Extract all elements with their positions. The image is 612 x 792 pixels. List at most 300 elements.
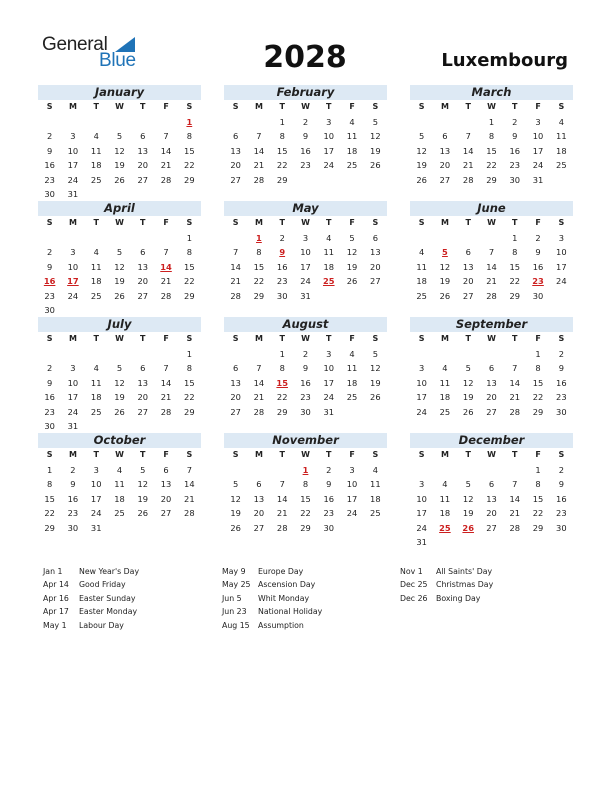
day-cell: 5 (116, 247, 123, 257)
day-cell: 11 (346, 363, 358, 373)
day-cell: 29 (509, 290, 521, 301)
empty-cell (364, 289, 387, 304)
day-cell: 17 (556, 261, 567, 272)
empty-cell (317, 289, 340, 304)
weekday-label: T (512, 102, 518, 111)
week-row (38, 231, 201, 246)
holiday-name: Ascension Day (258, 580, 316, 590)
month-title: November (224, 433, 387, 448)
week-row (38, 419, 201, 434)
day-cell: 20 (462, 276, 474, 286)
day-cell: 15 (253, 261, 265, 272)
holiday-date: Apr 16 (43, 593, 69, 603)
day-cell: 2 (47, 247, 53, 257)
day-cell: 16 (67, 493, 79, 504)
day-cell: 26 (416, 174, 427, 185)
empty-cell (410, 115, 433, 130)
day-cell: 23 (276, 276, 288, 286)
weekday-label: S (186, 218, 193, 227)
day-cell: 16 (44, 160, 55, 170)
day-cell: 6 (140, 363, 146, 373)
holiday-name: All Saints' Day (436, 567, 493, 576)
holiday-date: Nov 1 (400, 567, 423, 576)
month-title: October (38, 433, 201, 448)
empty-cell (503, 535, 526, 550)
empty-cell (317, 173, 340, 188)
day-cell: 18 (439, 508, 451, 518)
day-cell: 5 (349, 232, 355, 243)
empty-cell (433, 463, 456, 478)
weekday-label: M (68, 334, 77, 343)
empty-cell (457, 535, 480, 550)
holiday-day-cell: 26 (462, 522, 474, 533)
day-cell: 3 (349, 464, 355, 475)
empty-cell (503, 347, 526, 362)
day-cell: 24 (556, 276, 567, 286)
day-cell: 19 (230, 508, 241, 518)
week-row (38, 187, 201, 202)
weekday-label: T (93, 450, 99, 459)
day-cell: 10 (67, 377, 79, 388)
holiday-column (43, 565, 139, 632)
weekday-label: W (115, 334, 124, 343)
day-cell: 3 (326, 116, 332, 127)
week-row (38, 405, 201, 420)
month-november (224, 433, 387, 535)
week-row (224, 463, 387, 478)
holiday-date: May 1 (43, 620, 67, 630)
day-cell: 28 (486, 290, 497, 301)
weekday-label: T (279, 334, 285, 343)
week-row (224, 173, 387, 188)
day-cell: 30 (67, 522, 79, 533)
day-cell: 26 (114, 406, 125, 417)
day-cell: 28 (230, 290, 241, 301)
day-cell: 16 (556, 493, 567, 504)
day-cell: 22 (532, 392, 544, 402)
day-cell: 18 (90, 276, 102, 286)
weekday-label: S (46, 218, 53, 227)
empty-cell (294, 173, 317, 188)
day-cell: 18 (90, 160, 102, 170)
month-title: March (410, 85, 573, 100)
empty-cell (247, 115, 270, 130)
holiday-day-cell: 16 (43, 276, 56, 286)
empty-cell (178, 303, 201, 318)
week-row (410, 289, 573, 304)
holiday-entry (400, 592, 493, 605)
weekday-label: S (232, 334, 239, 343)
week-row (38, 260, 201, 275)
day-cell: 24 (416, 406, 427, 417)
day-cell: 4 (419, 247, 425, 257)
holiday-day-cell: 1 (302, 464, 309, 475)
week-row (38, 158, 201, 173)
weekday-label: F (535, 102, 541, 111)
day-cell: 4 (442, 363, 448, 373)
day-cell: 12 (462, 493, 474, 504)
day-cell: 12 (230, 493, 241, 504)
day-cell: 28 (253, 174, 265, 185)
holiday-entry (222, 565, 322, 578)
day-cell: 2 (47, 131, 53, 141)
day-cell: 30 (509, 174, 521, 185)
day-cell: 14 (184, 479, 195, 489)
day-cell: 10 (416, 493, 427, 504)
weekday-label: T (93, 218, 99, 227)
day-cell: 13 (253, 493, 265, 504)
weekday-label: W (301, 450, 310, 459)
holiday-entry (43, 605, 139, 618)
weekday-label: S (186, 102, 193, 111)
day-cell: 13 (486, 377, 497, 388)
empty-cell (457, 463, 480, 478)
empty-cell (550, 535, 573, 550)
day-cell: 10 (67, 261, 79, 272)
day-cell: 15 (184, 377, 195, 388)
weekday-label: S (418, 334, 425, 343)
empty-cell (480, 463, 503, 478)
holiday-name: Boxing Day (436, 593, 481, 603)
day-cell: 28 (160, 290, 172, 301)
empty-cell (61, 347, 84, 362)
day-cell: 23 (556, 508, 567, 518)
day-cell: 3 (70, 363, 76, 373)
day-cell: 5 (465, 363, 471, 373)
day-cell: 20 (160, 493, 172, 504)
empty-cell (154, 419, 177, 434)
empty-cell (550, 173, 573, 188)
day-cell: 29 (276, 174, 288, 185)
weekday-header-row (38, 448, 201, 463)
day-cell: 1 (186, 348, 192, 359)
weekday-header-row (38, 332, 201, 347)
day-cell: 20 (137, 160, 149, 170)
day-cell: 8 (256, 247, 262, 257)
day-cell: 19 (370, 145, 381, 156)
week-row (38, 245, 201, 260)
week-row (38, 173, 201, 188)
weekday-label: T (326, 218, 332, 227)
day-cell: 30 (323, 522, 335, 533)
week-row (410, 535, 573, 550)
day-cell: 21 (230, 276, 241, 286)
day-cell: 3 (535, 116, 541, 127)
empty-cell (85, 419, 108, 434)
week-row (224, 260, 387, 275)
week-row (224, 115, 387, 130)
empty-cell (433, 347, 456, 362)
day-cell: 19 (462, 508, 474, 518)
month-title: December (410, 433, 573, 448)
empty-cell (108, 521, 131, 536)
weekday-label: M (440, 334, 449, 343)
weekday-header-row (224, 448, 387, 463)
empty-cell (247, 347, 270, 362)
day-cell: 22 (300, 508, 311, 518)
day-cell: 29 (300, 522, 311, 533)
day-cell: 18 (346, 377, 358, 388)
day-cell: 11 (114, 479, 125, 489)
day-cell: 17 (346, 493, 358, 504)
empty-cell (433, 231, 456, 246)
day-cell: 30 (556, 522, 567, 533)
day-cell: 19 (370, 377, 381, 388)
day-cell: 2 (558, 464, 564, 475)
month-march (410, 85, 573, 187)
day-cell: 27 (160, 508, 172, 518)
day-cell: 4 (116, 464, 123, 475)
empty-cell (108, 419, 131, 434)
month-august (224, 317, 387, 419)
day-cell: 18 (114, 493, 125, 504)
holiday-column (400, 565, 493, 605)
weekday-header-row (224, 332, 387, 347)
day-cell: 8 (302, 479, 309, 489)
holiday-day-cell: 1 (186, 116, 193, 127)
day-cell: 23 (556, 392, 567, 402)
empty-cell (178, 187, 201, 202)
day-cell: 22 (509, 276, 521, 286)
day-cell: 9 (47, 261, 53, 272)
day-cell: 13 (230, 145, 241, 156)
week-row (38, 361, 201, 376)
week-row (410, 245, 573, 260)
empty-cell (131, 303, 154, 318)
empty-cell (340, 289, 363, 304)
week-row (38, 274, 201, 289)
day-cell: 4 (372, 464, 378, 475)
weekday-label: M (68, 102, 77, 111)
day-cell: 2 (302, 348, 309, 359)
week-row (38, 492, 201, 507)
weekday-label: F (535, 334, 541, 343)
day-cell: 22 (184, 160, 195, 170)
weekday-label: S (418, 218, 425, 227)
weekday-label: F (163, 218, 169, 227)
day-cell: 30 (44, 189, 55, 199)
empty-cell (433, 535, 456, 550)
weekday-label: S (232, 218, 239, 227)
day-cell: 18 (90, 392, 102, 402)
day-cell: 7 (512, 479, 518, 489)
day-cell: 21 (276, 508, 288, 518)
day-cell: 16 (300, 145, 311, 156)
weekday-label: W (301, 334, 310, 343)
weekday-label: M (68, 450, 77, 459)
day-cell: 26 (462, 406, 474, 417)
weekday-label: M (254, 334, 263, 343)
week-row (224, 477, 387, 492)
empty-cell (61, 303, 84, 318)
day-cell: 24 (323, 160, 335, 170)
empty-cell (85, 115, 108, 130)
weekday-label: S (46, 334, 53, 343)
week-row (224, 405, 387, 420)
week-row (38, 463, 201, 478)
empty-cell (154, 115, 177, 130)
day-cell: 15 (276, 145, 288, 156)
day-cell: 23 (44, 174, 55, 185)
weekday-label: T (326, 450, 332, 459)
day-cell: 9 (535, 247, 541, 257)
weekday-label: M (440, 218, 449, 227)
day-cell: 8 (186, 363, 192, 373)
month-title: June (410, 201, 573, 216)
brand-logo (42, 34, 142, 74)
day-cell: 31 (90, 522, 102, 533)
holiday-name: Whit Monday (258, 593, 310, 603)
week-row (224, 274, 387, 289)
week-row (224, 376, 387, 391)
week-row (410, 129, 573, 144)
holiday-day-cell: 23 (532, 276, 544, 286)
month-february (224, 85, 387, 187)
weekday-label: W (487, 334, 496, 343)
empty-cell (154, 187, 177, 202)
weekday-label: T (512, 334, 518, 343)
weekday-label: F (349, 334, 355, 343)
day-cell: 17 (416, 508, 427, 518)
week-row (410, 477, 573, 492)
empty-cell (224, 463, 247, 478)
day-cell: 9 (47, 145, 53, 156)
day-cell: 22 (44, 508, 55, 518)
holiday-day-cell: 25 (322, 276, 335, 286)
week-row (410, 492, 573, 507)
day-cell: 7 (163, 131, 169, 141)
day-cell: 24 (67, 174, 79, 185)
week-row (38, 477, 201, 492)
day-cell: 1 (186, 232, 192, 243)
day-cell: 23 (300, 392, 311, 402)
day-cell: 17 (532, 145, 544, 156)
day-cell: 17 (416, 392, 427, 402)
day-cell: 7 (465, 131, 471, 141)
week-row (224, 129, 387, 144)
weekday-label: M (440, 450, 449, 459)
country-name: Luxembourg (441, 50, 568, 71)
holiday-day-cell: 15 (276, 377, 288, 388)
day-cell: 11 (90, 145, 102, 156)
day-cell: 4 (93, 247, 99, 257)
day-cell: 3 (70, 247, 76, 257)
empty-cell (364, 405, 387, 420)
day-cell: 17 (300, 261, 311, 272)
day-cell: 16 (532, 261, 544, 272)
day-cell: 10 (323, 363, 335, 373)
week-row (224, 361, 387, 376)
weekday-label: W (301, 218, 310, 227)
month-title: April (38, 201, 201, 216)
day-cell: 30 (44, 305, 55, 315)
day-cell: 7 (186, 464, 192, 475)
day-cell: 12 (114, 145, 125, 156)
week-row (410, 158, 573, 173)
week-row (224, 521, 387, 536)
day-cell: 17 (323, 377, 335, 388)
day-cell: 28 (509, 406, 521, 417)
empty-cell (131, 419, 154, 434)
day-cell: 28 (160, 174, 172, 185)
day-cell: 25 (346, 392, 358, 402)
day-cell: 17 (323, 145, 335, 156)
empty-cell (61, 115, 84, 130)
day-cell: 11 (416, 261, 427, 272)
weekday-label: S (372, 450, 379, 459)
day-cell: 21 (462, 160, 474, 170)
day-cell: 25 (439, 406, 451, 417)
holiday-name: Good Friday (79, 580, 126, 590)
day-cell: 11 (439, 377, 451, 388)
day-cell: 27 (230, 174, 241, 185)
weekday-label: S (418, 102, 425, 111)
week-row (410, 274, 573, 289)
week-row (410, 463, 573, 478)
month-title: August (224, 317, 387, 332)
day-cell: 22 (276, 160, 288, 170)
weekday-header-row (410, 100, 573, 115)
day-cell: 30 (532, 290, 544, 301)
holiday-date: Dec 26 (400, 593, 428, 603)
day-cell: 21 (160, 276, 172, 286)
week-row (410, 115, 573, 130)
day-cell: 14 (276, 493, 288, 504)
weekday-label: F (163, 450, 169, 459)
day-cell: 10 (346, 479, 358, 489)
day-cell: 31 (67, 421, 79, 431)
day-cell: 9 (302, 363, 309, 373)
holiday-date: Jan 1 (43, 567, 63, 576)
day-cell: 15 (300, 493, 311, 504)
day-cell: 27 (439, 174, 451, 185)
day-cell: 24 (346, 508, 358, 518)
day-cell: 27 (137, 406, 149, 417)
day-cell: 7 (163, 363, 169, 373)
day-cell: 23 (67, 508, 79, 518)
week-row (224, 506, 387, 521)
day-cell: 29 (44, 522, 55, 533)
empty-cell (154, 347, 177, 362)
day-cell: 6 (163, 464, 169, 475)
day-cell: 14 (509, 493, 521, 504)
day-cell: 13 (137, 261, 149, 272)
day-cell: 27 (137, 290, 149, 301)
month-october (38, 433, 201, 535)
empty-cell (178, 419, 201, 434)
day-cell: 2 (279, 232, 285, 243)
empty-cell (526, 535, 549, 550)
weekday-label: W (487, 102, 496, 111)
empty-cell (410, 463, 433, 478)
day-cell: 20 (230, 160, 241, 170)
weekday-label: S (232, 450, 239, 459)
day-cell: 26 (230, 522, 241, 533)
day-cell: 16 (276, 261, 288, 272)
weekday-label: T (140, 450, 146, 459)
weekday-header-row (410, 216, 573, 231)
empty-cell (131, 521, 154, 536)
day-cell: 3 (93, 464, 99, 475)
weekday-label: W (487, 218, 496, 227)
weekday-label: T (93, 334, 99, 343)
day-cell: 3 (326, 348, 332, 359)
day-cell: 2 (47, 363, 53, 373)
weekday-label: S (418, 450, 425, 459)
day-cell: 25 (370, 508, 381, 518)
day-cell: 5 (372, 116, 378, 127)
empty-cell (178, 521, 201, 536)
